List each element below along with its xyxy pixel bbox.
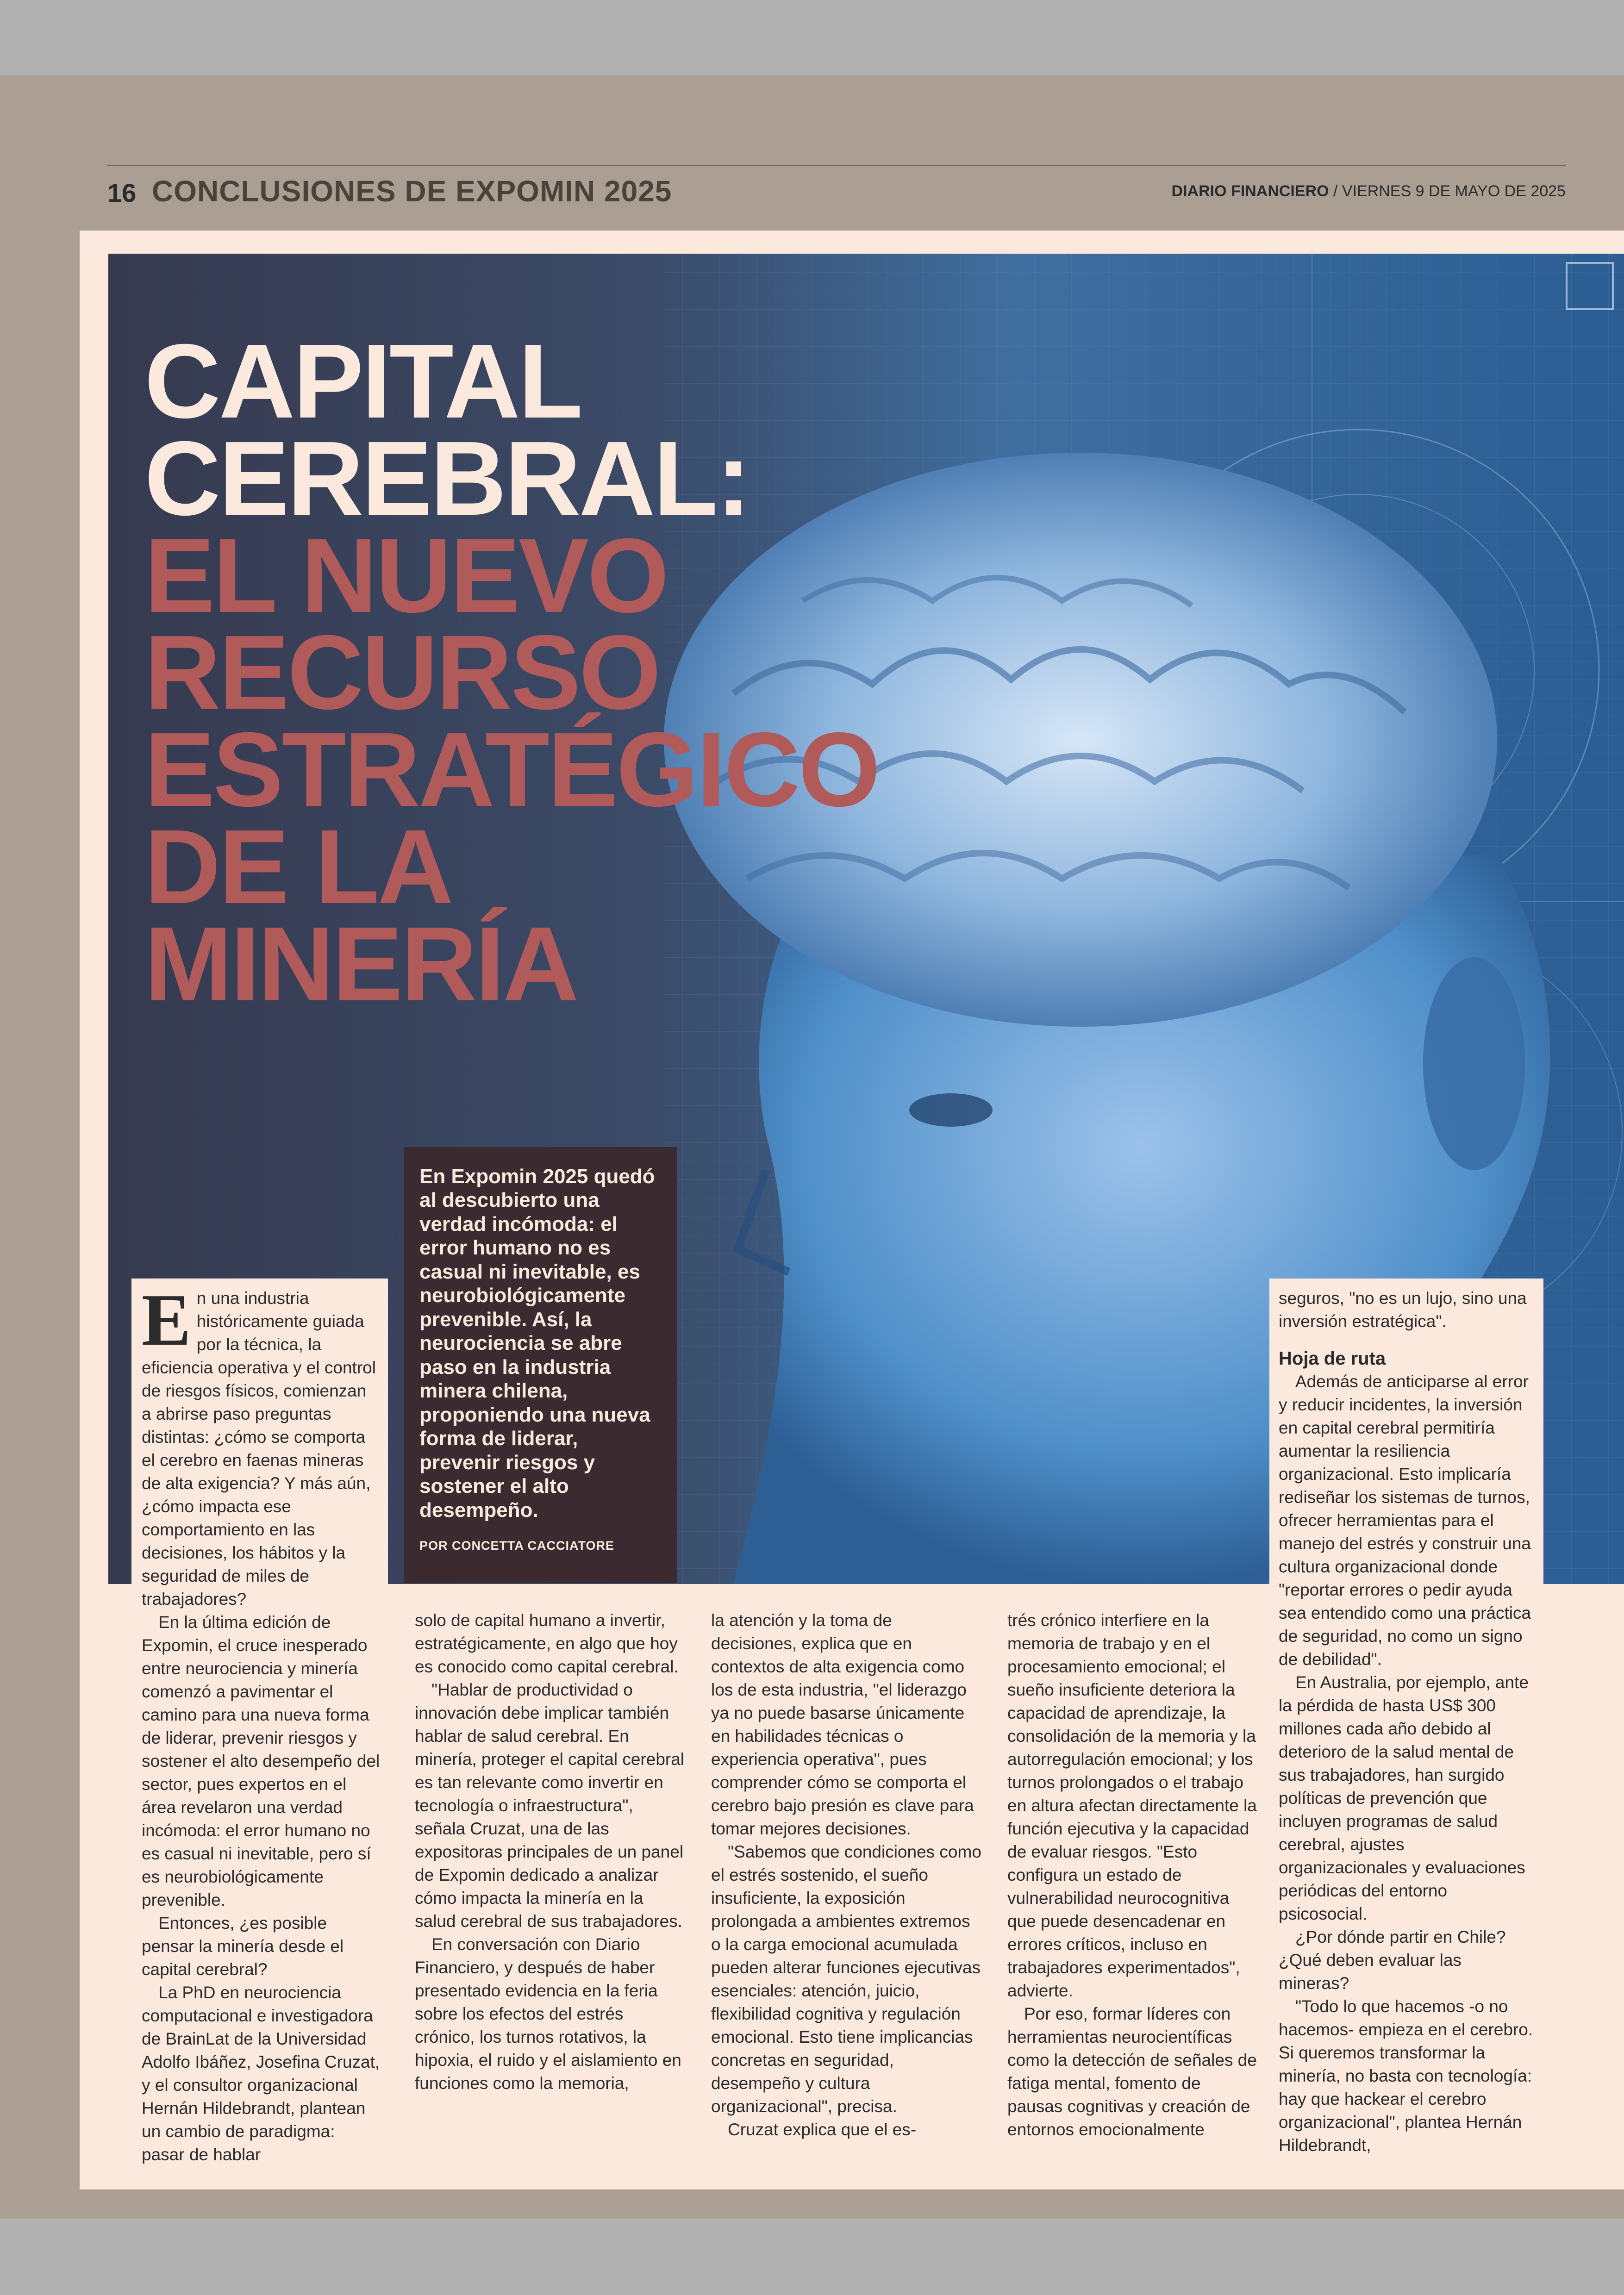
- section-title: CONCLUSIONES DE EXPOMIN 2025: [152, 175, 672, 208]
- paragraph: ¿Por dónde partir en Chile? ¿Qué deben evaluar las mineras?: [1279, 1927, 1506, 1993]
- issue-date: / VIERNES 9 DE MAYO DE 2025: [1329, 182, 1566, 200]
- article-headline: [144, 323, 879, 1023]
- paragraph: trés crónico interfiere en la memoria de trabajo y en el procesamiento emocional; el sueño insuficiente deteriora la capacidad de aprendizaje, la consolidación de la memoria y la autorregulación emocional; y los turnos prolongados o el trabajo en altura afectan directamente la función ejecutiva y la capacidad de evaluar riesgos. "Esto configura un estado de vulnerabilidad neurocognitiva que puede desencadenar en errores críticos, incluso en trabajadores experimentados", advierte.: [1007, 1611, 1257, 2000]
- paragraph: Cruzat explica que el es-: [728, 2120, 917, 2139]
- paragraph: solo de capital humano a invertir, estratégicamente, en algo que hoy es conocido como capital cerebral.: [415, 1611, 679, 1676]
- subheading: Hoja de ruta: [1279, 1348, 1386, 1369]
- paragraph: "Sabemos que condiciones como el estrés sostenido, el sueño insuficiente, la exposición prolongada a ambientes extremos o la carga emocional acumulada pueden alterar funciones ejecutivas esenciales: atención, juicio, flexibilidad cognitiva y regulación emocional. Esto tiene implicancias concretas en seguridad, desempeño y cultura organizacional", precisa.: [711, 1842, 981, 2116]
- drop-cap: E: [142, 1278, 191, 1361]
- page-number: 16: [107, 178, 137, 207]
- headline-line-4: RECURSO: [144, 614, 660, 732]
- headline-line-2: CEREBRAL:: [144, 419, 750, 537]
- paragraph: Entonces, ¿es posible pensar la minería desde el capital cerebral?: [142, 1914, 344, 1979]
- paragraph: "Todo lo que hacemos -o no hacemos- empieza en el cerebro. Si queremos transformar la minería, no basta con tecnología: hay que hackear el cerebro organizacional", plantea Hernán Hildebrandt,: [1279, 1997, 1533, 2155]
- paragraph: Además de anticiparse al error y reducir incidentes, la inversión en capital cerebral permitiría aumentar la resiliencia organizacional. Esto implicaría rediseñar los sistemas de turnos, ofrecer herramientas para el manejo del estrés y construir una cultura organizacional donde "reportar errores o pedir ayuda sea entendido como una práctica de seguridad, no como un signo de debilidad".: [1279, 1372, 1531, 1669]
- article-column-3: [711, 1609, 981, 2141]
- paragraph: la atención y la toma de decisiones, explica que en contextos de alta exigencia como los de esta industria, "el liderazgo ya no puede basarse únicamente en habilidades técnicas o experiencia operativa", pues comprender cómo se comporta el cerebro bajo presión es clave para tomar mejores decisiones.: [711, 1611, 974, 1838]
- paragraph: Por eso, formar líderes con herramientas neurocientíficas como la detección de señales de fatiga mental, fomento de pausas cognitivas y creación de entornos emocionalmente: [1007, 2004, 1257, 2139]
- headline-line-5: ESTRATÉGICO: [144, 711, 879, 829]
- publication-date: [1172, 182, 1566, 200]
- paragraph: "Hablar de productividad o innovación debe implicar también hablar de salud cerebral. En minería, proteger el capital cerebral es tan relevante como invertir en tecnología o infraestructura", señala Cruzat, una de las expositoras principales de un panel de Expomin dedicado a analizar cómo impacta la minería en la salud cerebral de sus trabajadores.: [415, 1680, 685, 1931]
- headline-line-7: MINERÍA: [144, 905, 577, 1023]
- paragraph: La PhD en neurociencia computacional e investigadora de BrainLat de la Universidad Adolfo Ibáñez, Josefina Cruzat, y el consultor organizacional Hernán Hildebrandt, plantean un cambio de paradigma: pasar de hablar: [142, 1983, 380, 2164]
- header-rule: [107, 165, 1566, 166]
- paragraph: n una industria históricamente guiada por la técnica, la eficiencia operativa y el control de riesgos físicos, comienzan a abrirse paso preguntas distintas: ¿cómo se comporta el cerebro en faenas mineras de alta exigencia? Y más aún, ¿cómo impacta ese comportamiento en las decisiones, los hábitos y la seguridad de miles de trabajadores?: [142, 1289, 376, 1609]
- paragraph: En la última edición de Expomin, el cruce inesperado entre neurociencia y minería comenzó a pavimentar el camino para una nueva forma de liderar, prevenir riesgos y sostener el alto desempeño del sector, pues expertos en el área revelaron una verdad incómoda: el error humano no es casual ni inevitable, pero sí es neurobiológicamente prevenible.: [142, 1613, 380, 1909]
- paragraph: seguros, "no es un lujo, sino una inversión estratégica".: [1279, 1289, 1527, 1331]
- headline-line-1: CAPITAL: [144, 323, 581, 440]
- article-column-2: [415, 1609, 684, 2095]
- lede-text: En Expomin 2025 quedó al descubierto una verdad incómoda: el error humano no es casual ni inevitable, es neurobiológicamente prevenible. Así, la neurociencia se abre paso en la industria minera chilena, proponiendo una nueva forma de liderar, prevenir riesgos y sostener el alto desempeño.: [419, 1165, 655, 1522]
- headline-line-3: EL NUEVO: [144, 517, 668, 635]
- publication-name: DIARIO FINANCIERO: [1171, 182, 1329, 200]
- article-column-4: [1007, 1609, 1260, 2141]
- article-column-5: [1279, 1287, 1536, 2157]
- byline: POR CONCETTA CACCIATORE: [419, 1539, 614, 1553]
- lede-box: [404, 1147, 677, 1583]
- paragraph: En Australia, por ejemplo, ante la pérdida de hasta US$ 300 millones cada año debido al deterioro de la salud mental de sus trabajadores, han surgido políticas de prevención que incluyen programas de salud cerebral, ajustes organizacionales y evaluaciones periódicas del entorno psicosocial.: [1279, 1673, 1529, 1923]
- headline-line-6: DE LA: [144, 808, 452, 926]
- article-column-1: [142, 1278, 381, 2166]
- paragraph: En conversación con Diario Financiero, y después de haber presentado evidencia en la feria sobre los efectos del estrés crónico, los turnos rotativos, la hipoxia, el ruido y el aislamiento en funciones como la memoria,: [415, 1935, 681, 2093]
